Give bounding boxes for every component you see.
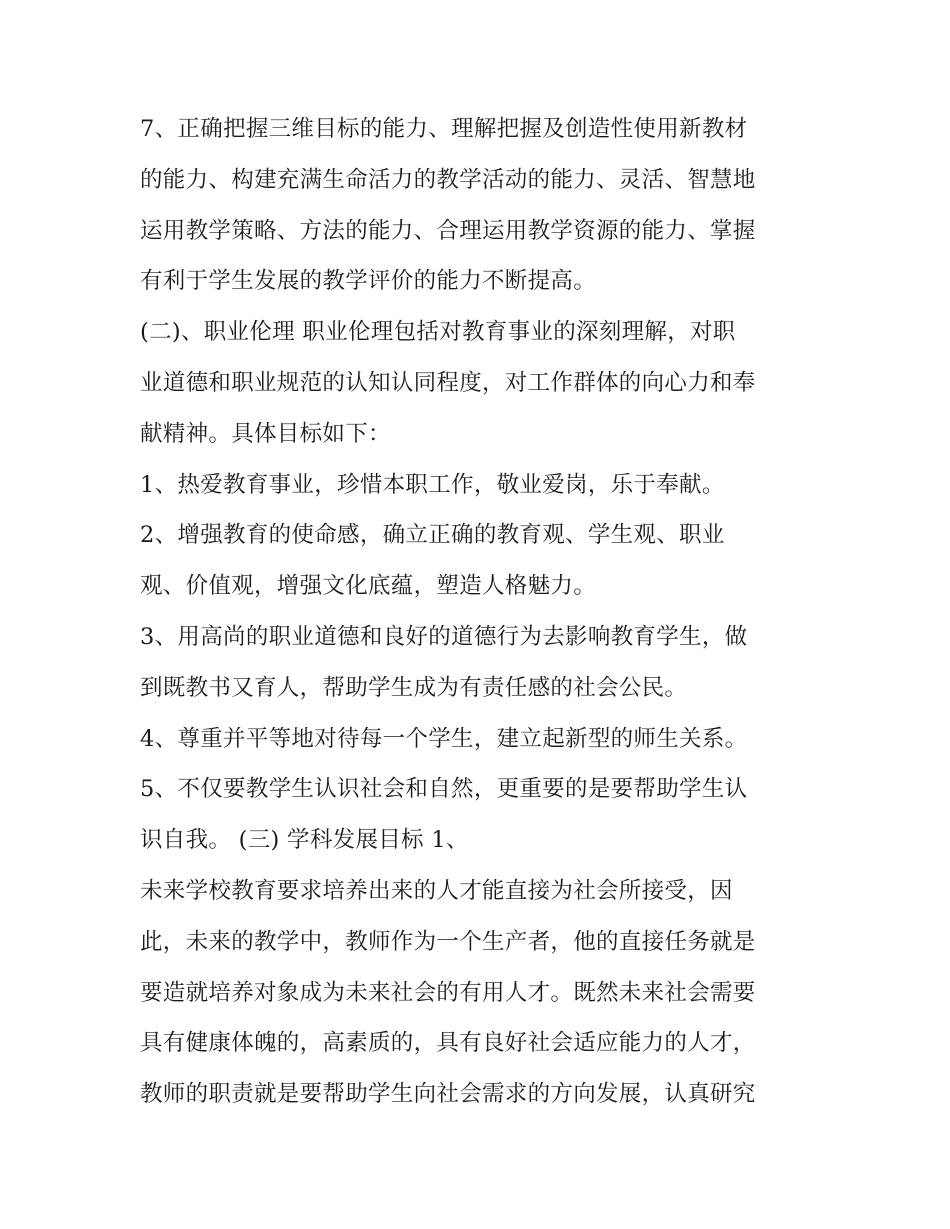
text-line: (二)、职业伦理 职业伦理包括对教育事业的深刻理解，对职 [140,319,736,346]
text-line: 的能力、构建充满生命活力的教学活动的能力、灵活、智慧地 [140,166,756,193]
text-line: 2、增强教育的使命感，确立正确的教育观、学生观、职业 [140,522,725,549]
text-line: 业道德和职业规范的认知认同程度，对工作群体的向心力和奉 [140,369,756,396]
text-line: 1、热爱教育事业，珍惜本职工作，敬业爱岗，乐于奉献。 [140,471,725,498]
text-line: 有利于学生发展的教学评价的能力不断提高。 [140,268,597,295]
text-line: 7、正确把握三维目标的能力、理解把握及创造性使用新教材 [140,116,748,142]
text-line: 5、不仅要教学生认识社会和自然，更重要的是要帮助学生认 [140,776,748,803]
text-line: 运用教学策略、方法的能力、合理运用教学资源的能力、掌握 [140,217,756,244]
text-line: 识自我。 (三) 学科发展目标 1、 [140,827,469,854]
text-line: 4、尊重并平等地对待每一个学生，建立起新型的师生关系。 [140,725,748,752]
text-line: 未来学校教育要求培养出来的人才能直接为社会所接受，因 [140,877,733,904]
text-line: 要造就培养对象成为未来社会的有用人才。既然未来社会需要 [140,979,756,1006]
text-line: 教师的职责就是要帮助学生向社会需求的方向发展，认真研究 [140,1081,756,1108]
text-line: 献精神。具体目标如下： [140,420,391,447]
text-line: 此，未来的教学中，教师作为一个生产者，他的直接任务就是 [140,928,756,955]
text-line: 3、用高尚的职业道德和良好的道德行为去影响教育学生，做 [140,623,748,650]
text-line: 具有健康体魄的，高素质的，具有良好社会适应能力的人才， [140,1030,756,1057]
text-line: 到既教书又育人，帮助学生成为有责任感的社会公民。 [140,674,688,701]
document-body [140,104,830,1120]
text-line: 观、价值观，增强文化底蕴，塑造人格魅力。 [140,573,597,600]
